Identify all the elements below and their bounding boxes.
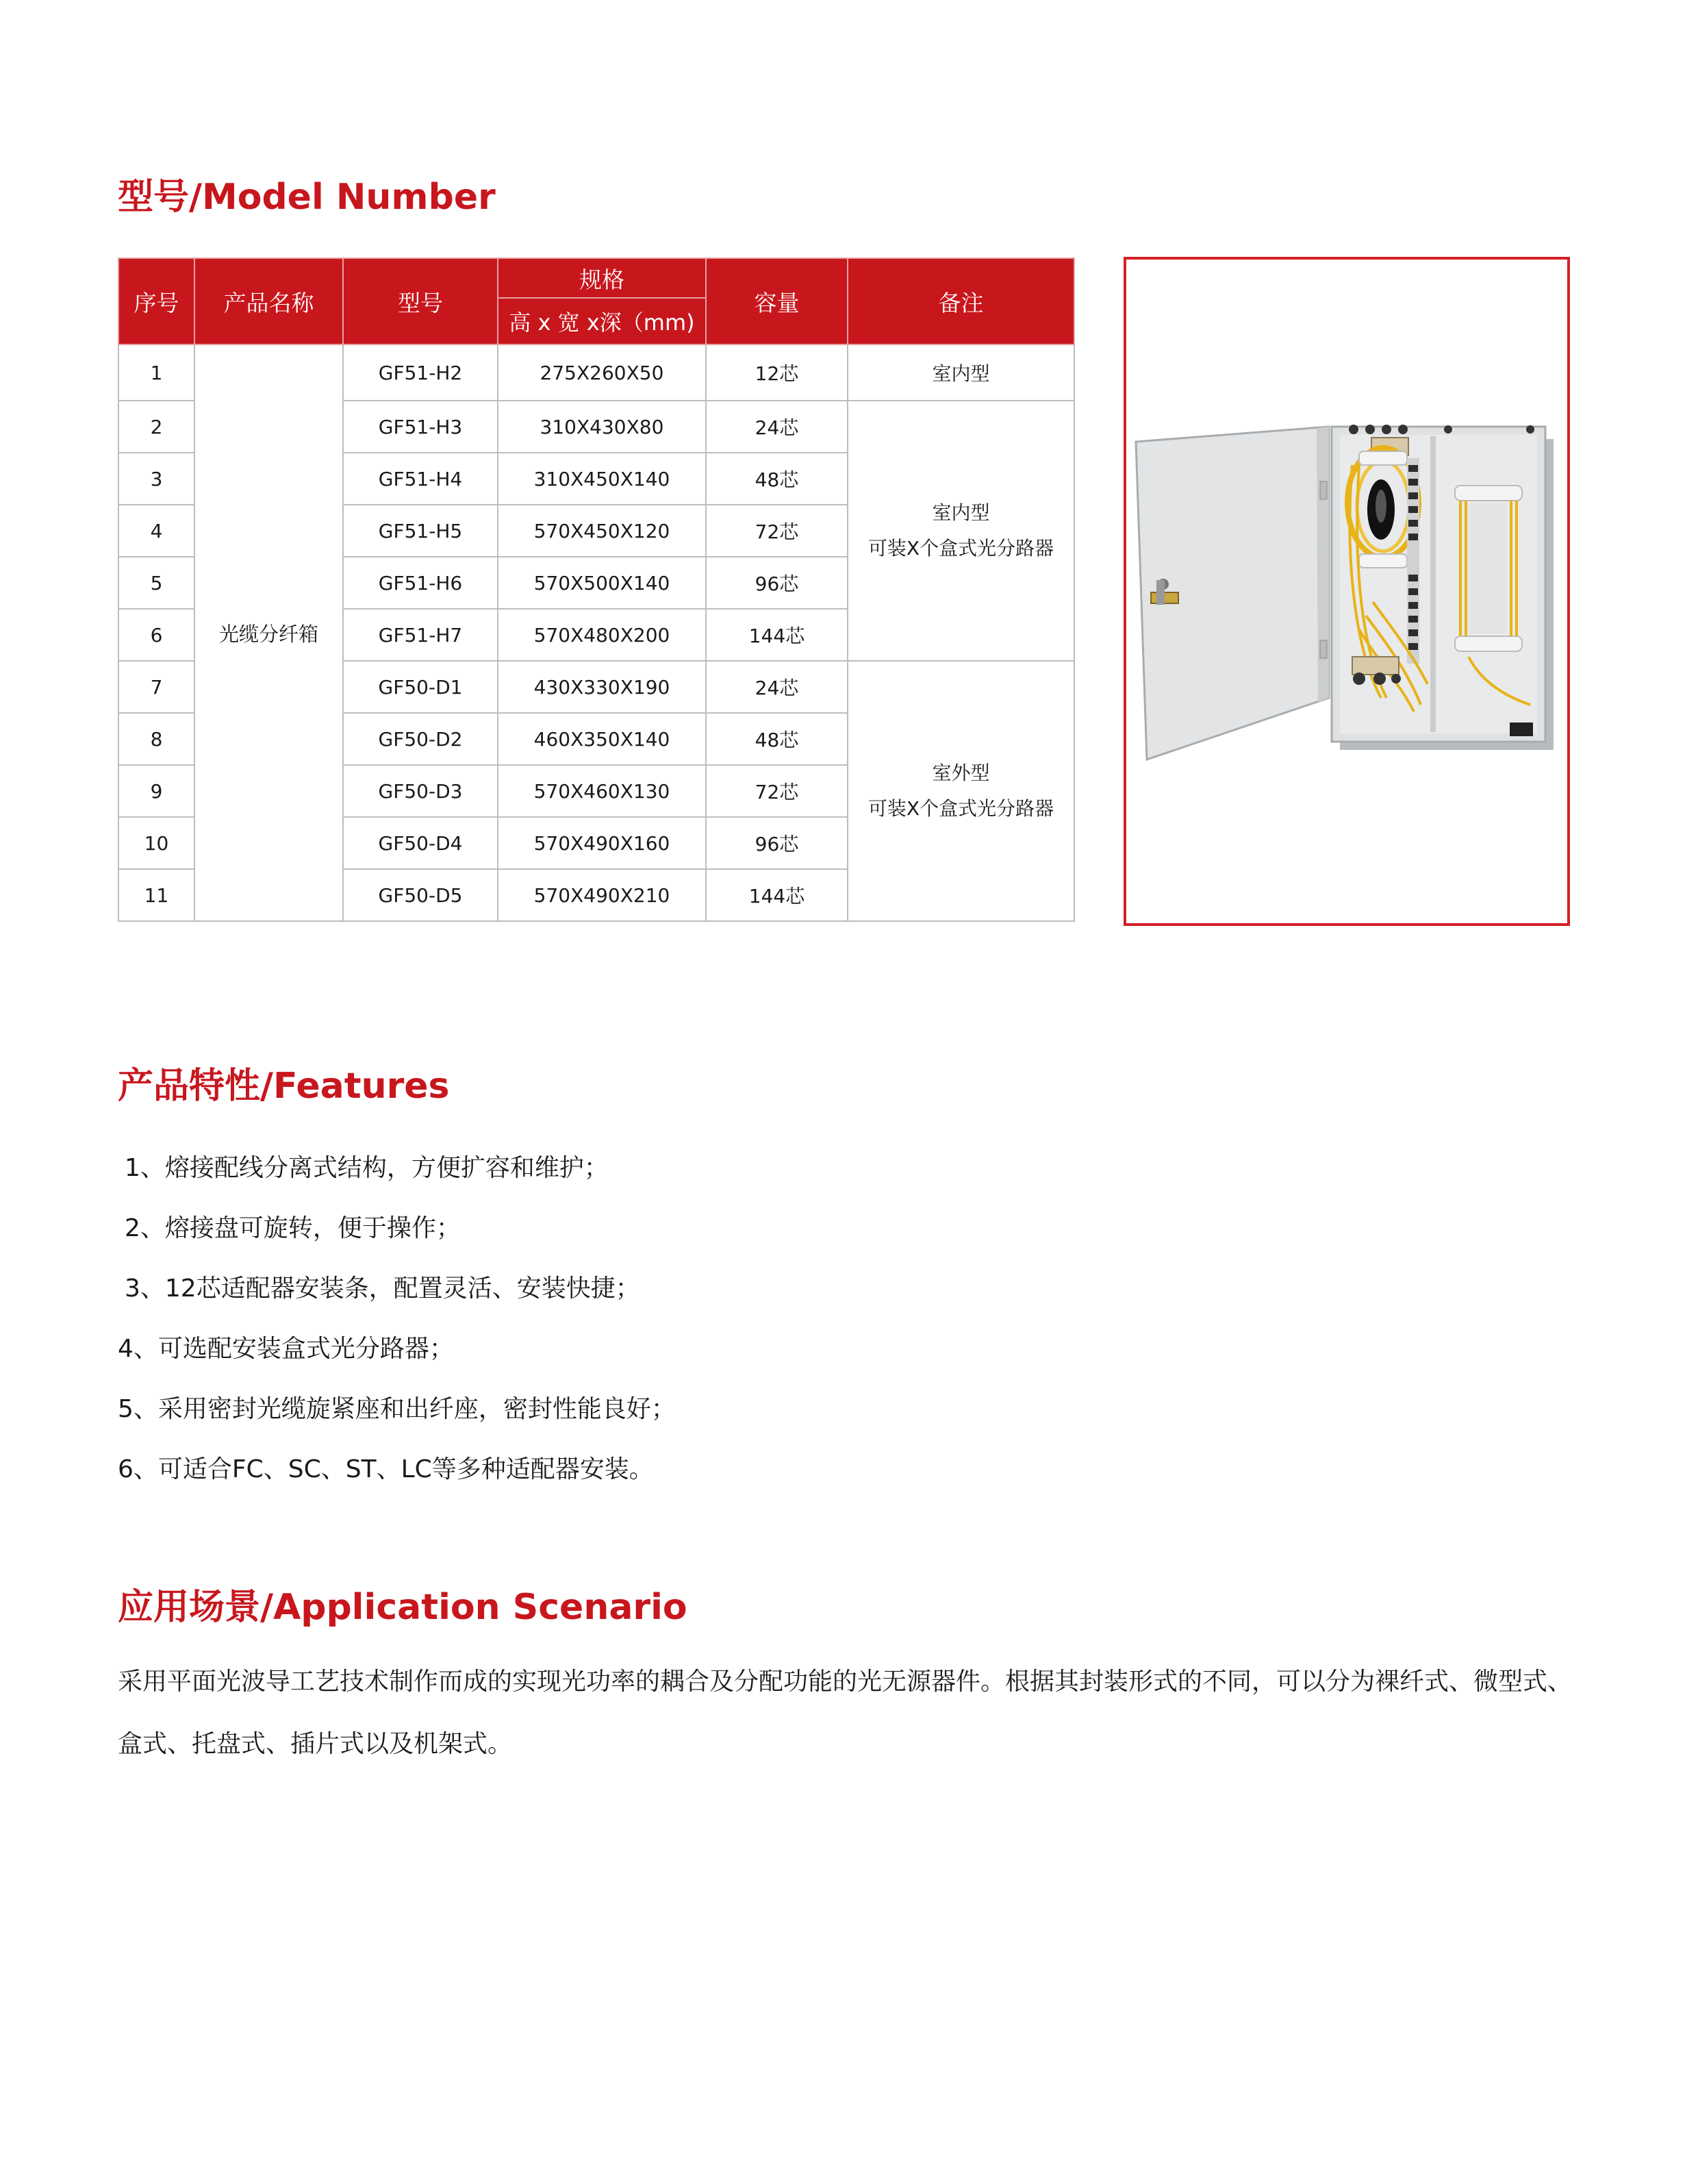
header-remark: 备注: [848, 258, 1074, 344]
cell-seq: 9: [118, 765, 194, 817]
application-heading: 应用场景/Application Scenario: [118, 1587, 687, 1628]
cell-size: 570X490X210: [498, 869, 706, 921]
cell-model: GF50-D3: [343, 765, 498, 817]
list-item: 5、采用密封光缆旋紧座和出纤座，密封性能良好；: [118, 1395, 676, 1423]
cell-seq: 10: [118, 817, 194, 869]
cell-model: GF50-D5: [343, 869, 498, 921]
cell-seq: 4: [118, 505, 194, 557]
features-list: [118, 1138, 676, 1500]
header-spec-sub: 高 x 宽 x深（mm): [498, 298, 706, 344]
cell-capacity: 24芯: [706, 401, 848, 453]
cell-capacity: 12芯: [706, 344, 848, 401]
header-seq: 序号: [118, 258, 194, 344]
cell-seq: 8: [118, 713, 194, 765]
cell-seq: 7: [118, 661, 194, 713]
cell-size: 570X500X140: [498, 557, 706, 609]
table-row: [118, 344, 1074, 401]
cell-capacity: 144芯: [706, 609, 848, 661]
features-heading: 产品特性/Features: [118, 1066, 450, 1107]
cell-capacity: 48芯: [706, 453, 848, 505]
fiber-distribution-box-illustration: [1126, 260, 1567, 923]
remark-outdoor-line2: 可装X个盒式光分路器: [867, 797, 1054, 820]
cell-seq: 11: [118, 869, 194, 921]
product-photo-frame: [1124, 257, 1570, 926]
cell-capacity: 72芯: [706, 765, 848, 817]
cell-remark: 室内型: [848, 344, 1074, 401]
cell-model: GF50-D1: [343, 661, 498, 713]
cell-size: 310X450X140: [498, 453, 706, 505]
header-product-name: 产品名称: [194, 258, 343, 344]
header-capacity: 容量: [706, 258, 848, 344]
remark-indoor-line1: 室内型: [932, 501, 990, 524]
cell-seq: 2: [118, 401, 194, 453]
cell-model: GF51-H4: [343, 453, 498, 505]
cell-size: 570X480X200: [498, 609, 706, 661]
cell-capacity: 72芯: [706, 505, 848, 557]
cell-product-name: 光缆分纤箱: [194, 344, 343, 921]
cell-size: 430X330X190: [498, 661, 706, 713]
cell-seq: 5: [118, 557, 194, 609]
cell-model: GF50-D2: [343, 713, 498, 765]
model-number-heading: 型号/Model Number: [118, 177, 496, 218]
cell-size: 310X430X80: [498, 401, 706, 453]
cell-model: GF51-H3: [343, 401, 498, 453]
cell-seq: 6: [118, 609, 194, 661]
cell-seq: 3: [118, 453, 194, 505]
cell-size: 570X460X130: [498, 765, 706, 817]
list-item: 2、熔接盘可旋转，便于操作；: [125, 1214, 461, 1242]
cell-remark-outdoor: [848, 661, 1074, 921]
cell-seq: 1: [118, 344, 194, 401]
list-item: 6、可适合FC、SC、ST、LC等多种适配器安装。: [118, 1455, 654, 1483]
cell-model: GF51-H6: [343, 557, 498, 609]
cell-capacity: 96芯: [706, 557, 848, 609]
cell-capacity: 48芯: [706, 713, 848, 765]
cell-size: 460X350X140: [498, 713, 706, 765]
cell-model: GF50-D4: [343, 817, 498, 869]
header-model: 型号: [343, 258, 498, 344]
cell-capacity: 144芯: [706, 869, 848, 921]
remark-indoor-line2: 可装X个盒式光分路器: [867, 537, 1054, 560]
cell-capacity: 96芯: [706, 817, 848, 869]
cell-model: GF51-H2: [343, 344, 498, 401]
cell-size: 570X490X160: [498, 817, 706, 869]
cell-model: GF51-H5: [343, 505, 498, 557]
remark-outdoor-line1: 室外型: [932, 762, 990, 784]
cell-size: 570X450X120: [498, 505, 706, 557]
list-item: 3、12芯适配器安装条，配置灵活、安装快捷；: [125, 1275, 640, 1303]
list-item: 4、可选配安装盒式光分路器；: [118, 1335, 454, 1363]
cell-model: GF51-H7: [343, 609, 498, 661]
cell-size: 275X260X50: [498, 344, 706, 401]
cell-remark-indoor: [848, 401, 1074, 661]
model-spec-table: [118, 258, 1075, 922]
list-item: 1、熔接配线分离式结构，方便扩容和维护；: [125, 1154, 609, 1182]
cell-capacity: 24芯: [706, 661, 848, 713]
application-description: 采用平面光波导工艺技术制作而成的实现光功率的耦合及分配功能的光无源器件。根据其封装形式的不同，可以分为裸纤式、微型式、盒式、托盘式、插片式以及机架式。: [118, 1668, 1573, 1758]
header-spec: 规格: [498, 258, 706, 298]
